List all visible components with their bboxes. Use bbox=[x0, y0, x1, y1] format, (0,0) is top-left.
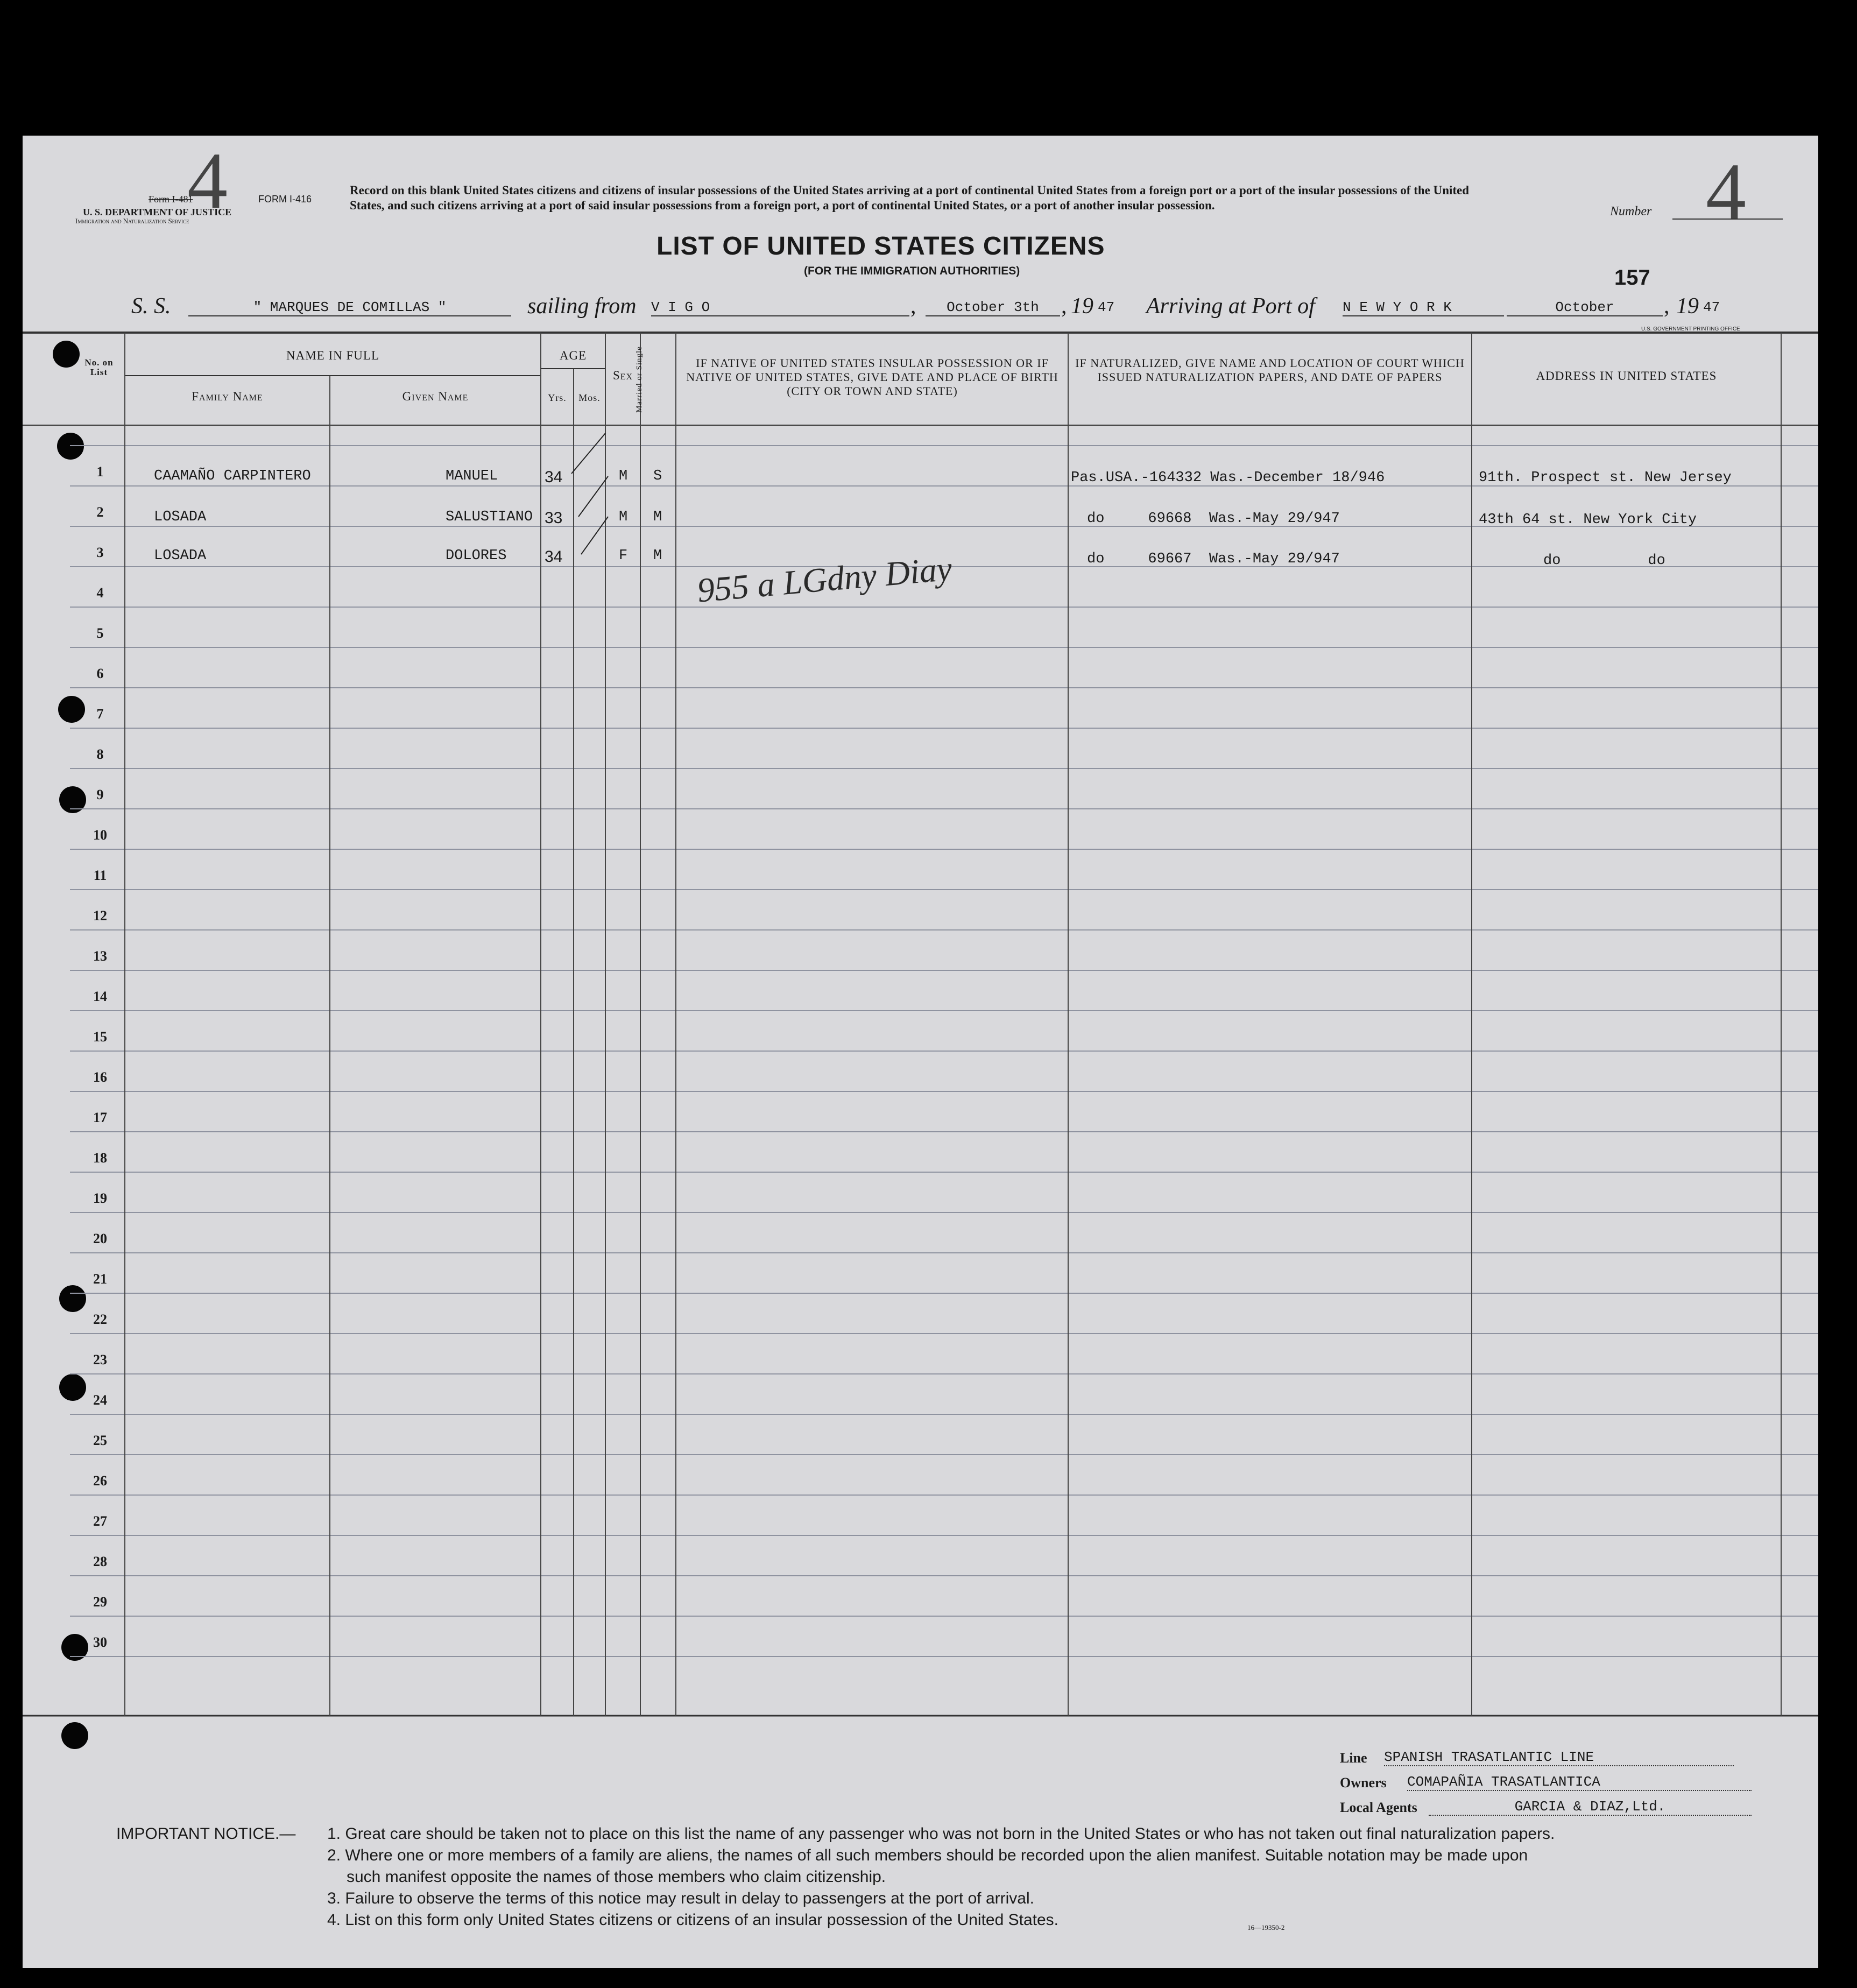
row-number: 22 bbox=[93, 1312, 107, 1327]
row-number: 5 bbox=[96, 625, 104, 641]
address: 91th. Prospect st. New Jersey bbox=[1479, 470, 1732, 486]
row-number: 17 bbox=[93, 1110, 107, 1125]
arrival-port: N E W Y O R K bbox=[1343, 299, 1504, 316]
notice-heading: IMPORTANT NOTICE.— bbox=[116, 1825, 296, 1843]
header-mos: Mos. bbox=[578, 392, 601, 403]
row-number: 15 bbox=[93, 1029, 107, 1045]
row-number: 6 bbox=[96, 666, 104, 681]
arrival-year: 47 bbox=[1703, 299, 1720, 315]
print-code: 16—19350-2 bbox=[1247, 1923, 1285, 1931]
notice-item: 3. Failure to observe the terms of this notice may result in delay to passengers at the port of arrival. bbox=[327, 1890, 1034, 1907]
service: Immigration and Naturalization Service bbox=[75, 217, 189, 225]
handwritten-note: 955 a LGdny Diay bbox=[695, 549, 954, 610]
department: U. S. DEPARTMENT OF JUSTICE bbox=[83, 207, 232, 217]
sex: M bbox=[619, 468, 628, 484]
row-number: 1 bbox=[96, 464, 104, 480]
printer-note: U.S. GOVERNMENT PRINTING OFFICE bbox=[1641, 326, 1740, 332]
row-number: 30 bbox=[93, 1634, 107, 1650]
sex: F bbox=[619, 548, 628, 564]
page-mark: 157 bbox=[1614, 266, 1650, 290]
ship-name: " MARQUES DE COMILLAS " bbox=[188, 299, 511, 316]
row-number: 14 bbox=[93, 989, 107, 1004]
number-label: Number bbox=[1610, 205, 1652, 218]
row-number: 7 bbox=[96, 706, 104, 722]
family-name: CAAMAÑO CARPINTERO bbox=[154, 468, 311, 484]
comma: , bbox=[910, 294, 916, 319]
header-birth: IF NATIVE OF UNITED STATES INSULAR POSSESSION OR IF NATIVE OF UNITED STATES, GIVE DATE AND PLACE OF BIRTH (CITY OR TOWN AND STATE) bbox=[686, 356, 1058, 398]
age-years: 33 bbox=[545, 509, 563, 527]
row-number: 10 bbox=[93, 827, 107, 843]
marital-status: S bbox=[653, 468, 662, 484]
line-value: SPANISH TRASATLANTIC LINE bbox=[1384, 1749, 1734, 1766]
row-number: 4 bbox=[96, 585, 104, 601]
header-address: ADDRESS IN UNITED STATES bbox=[1536, 369, 1717, 383]
arrival-year-prefix: 19 bbox=[1676, 294, 1699, 319]
marital-status: M bbox=[653, 548, 662, 564]
header-naturalized: IF NATURALIZED, GIVE NAME AND LOCATION OF COURT WHICH ISSUED NATURALIZATION PAPERS, AND DATE OF PAPERS bbox=[1075, 356, 1465, 384]
page-subtitle: (FOR THE IMMIGRATION AUTHORITIES) bbox=[804, 265, 1020, 277]
row-number: 21 bbox=[93, 1271, 107, 1287]
page-title: LIST OF UNITED STATES CITIZENS bbox=[656, 232, 1105, 260]
owners-label: Owners bbox=[1340, 1775, 1387, 1790]
departure-date: October 3th bbox=[926, 299, 1060, 316]
row-number: 8 bbox=[96, 746, 104, 762]
row-number: 3 bbox=[96, 545, 104, 560]
row-number: 28 bbox=[93, 1554, 107, 1569]
sailing-label: sailing from bbox=[527, 294, 637, 319]
age-years: 34 bbox=[545, 468, 563, 486]
family-name: LOSADA bbox=[154, 509, 207, 525]
line-label: Line bbox=[1340, 1750, 1367, 1766]
notice-item: 2. Where one or more members of a family are aliens, the names of all such members should be recorded upon the alien manifest. Suitable notation may be made upon bbox=[327, 1846, 1528, 1864]
header-name-in-full: NAME IN FULL bbox=[286, 349, 379, 362]
given-name: SALUSTIANO bbox=[446, 509, 533, 525]
naturalization: Pas.USA.-164332 Was.-December 18/946 bbox=[1071, 470, 1385, 486]
notice-item: such manifest opposite the names of those members who claim citizenship. bbox=[347, 1868, 886, 1886]
naturalization: do 69668 Was.-May 29/947 bbox=[1087, 511, 1340, 527]
header-given-name: Given Name bbox=[402, 390, 469, 403]
row-number: 16 bbox=[93, 1069, 107, 1085]
sex: M bbox=[619, 509, 628, 525]
arrival-date: October bbox=[1507, 299, 1663, 316]
row-number: 19 bbox=[93, 1190, 107, 1206]
comma: , bbox=[1061, 294, 1067, 319]
row-number: 12 bbox=[93, 908, 107, 923]
header-married-or-single: Married or Single bbox=[635, 346, 644, 413]
header-no: No. on List bbox=[84, 357, 114, 377]
row-number: 23 bbox=[93, 1352, 107, 1367]
agents-value: GARCIA & DIAZ,Ltd. bbox=[1429, 1799, 1752, 1816]
year-prefix: 19 bbox=[1071, 294, 1093, 319]
notice-item: 1. Great care should be taken not to place on this list the name of any passenger who was not born in the United States or who has not taken out final naturalization papers. bbox=[327, 1825, 1555, 1843]
departure-year: 47 bbox=[1098, 299, 1115, 315]
notice-item: 4. List on this form only United States citizens or citizens of an insular possession of the United States. bbox=[327, 1911, 1059, 1929]
age-years: 34 bbox=[545, 548, 563, 566]
row-number: 2 bbox=[96, 504, 104, 520]
owners-value: COMAPAÑIA TRASATLANTICA bbox=[1407, 1774, 1752, 1791]
stamp-number: 4 bbox=[187, 136, 228, 225]
header-yrs: Yrs. bbox=[548, 392, 567, 403]
row-number: 9 bbox=[96, 787, 104, 802]
form-id-struck: Form I-481 bbox=[149, 194, 193, 205]
naturalization: do 69667 Was.-May 29/947 bbox=[1087, 551, 1340, 567]
given-name: DOLORES bbox=[446, 548, 507, 564]
given-name: MANUEL bbox=[446, 468, 498, 484]
row-number: 26 bbox=[93, 1473, 107, 1489]
arriving-label: Arriving at Port of bbox=[1146, 294, 1315, 319]
family-name: LOSADA bbox=[154, 548, 207, 564]
row-number: 27 bbox=[93, 1513, 107, 1529]
address: do do bbox=[1543, 553, 1665, 569]
marital-status: M bbox=[653, 509, 662, 525]
number-value: 4 bbox=[1706, 147, 1746, 236]
instructions: Record on this blank United States citizens and citizens of insular possessions of the United States arriving at a port of continental United States from a foreign port or a port of the insular possessions of the United States, and such citizens arriving at a port of said insular possessions from a foreign port, a port of continental United States, or a port of another insular possession. bbox=[350, 184, 1470, 212]
row-number: 20 bbox=[93, 1231, 107, 1246]
departure-port: V I G O bbox=[651, 299, 909, 316]
address: 43th 64 st. New York City bbox=[1479, 512, 1697, 528]
row-number: 18 bbox=[93, 1150, 107, 1166]
ss-label: S. S. bbox=[131, 294, 171, 319]
header-age: AGE bbox=[559, 349, 587, 362]
row-number: 25 bbox=[93, 1433, 107, 1448]
row-number: 29 bbox=[93, 1594, 107, 1610]
header-family-name: Family Name bbox=[192, 390, 263, 403]
header-sex: Sex bbox=[612, 369, 633, 382]
comma: , bbox=[1664, 294, 1670, 319]
row-number: 11 bbox=[93, 868, 107, 883]
agents-label: Local Agents bbox=[1340, 1800, 1417, 1815]
form-id: FORM I-416 bbox=[258, 194, 312, 205]
row-number: 13 bbox=[93, 948, 107, 964]
row-number: 24 bbox=[93, 1392, 107, 1408]
